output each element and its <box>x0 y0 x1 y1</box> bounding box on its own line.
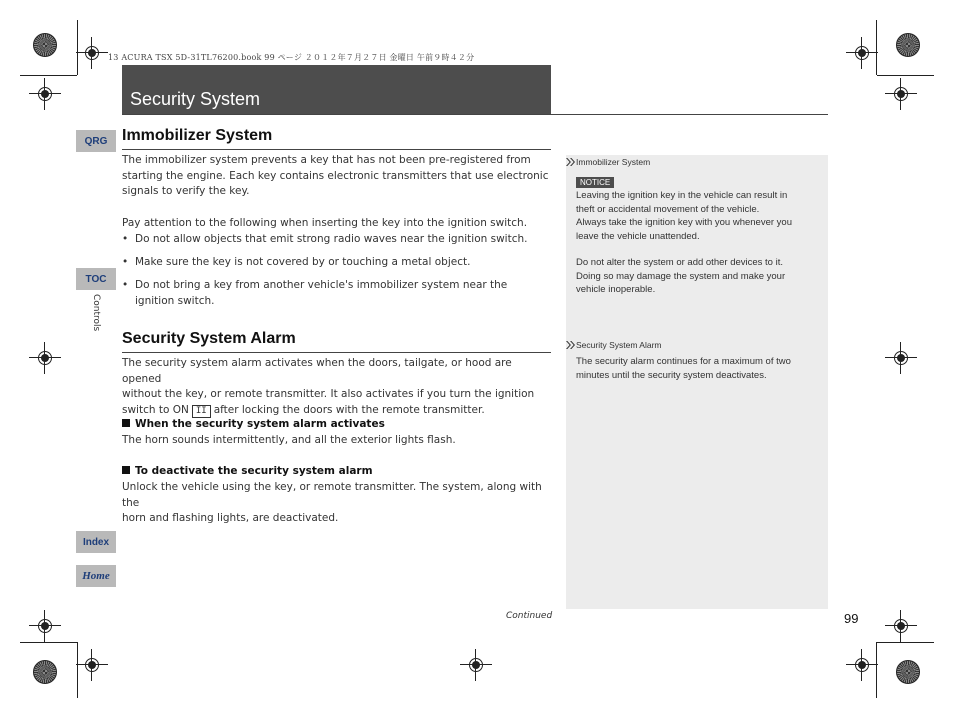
toc-label: TOC <box>85 273 107 285</box>
crop-line <box>877 642 934 643</box>
text-line: signals to verify the key. <box>122 185 250 197</box>
bullet-item <box>122 278 552 309</box>
text-line: The immobilizer system prevents a key that has not been pre-registered from <box>122 154 531 166</box>
immobilizer-ref-heading <box>566 157 650 167</box>
crosshair-mark <box>891 84 911 104</box>
ref-text[interactable]: Security System Alarm <box>576 340 662 350</box>
crosshair-mark <box>852 43 872 63</box>
text-line: starting the engine. Each key contains electronic transmitters that use electronic <box>122 169 549 182</box>
text-line: Do not allow objects that emit strong radio waves near the ignition switch. <box>135 233 528 245</box>
double-arrow-icon <box>566 158 575 166</box>
home-button[interactable] <box>76 565 116 587</box>
text-line: Unlock the vehicle using the key, or remote transmitter. The system, along with the <box>122 481 542 509</box>
crop-line <box>77 642 78 698</box>
activates-text: The horn sounds intermittently, and all the exterior lights flash. <box>122 434 456 446</box>
activates-subheading <box>122 418 385 430</box>
crop-line <box>877 75 934 76</box>
print-header: 13 ACURA TSX 5D-31TL76200.book 99 ページ ２０１２年７月２７日 金曜日 午前９時４２分 <box>108 53 475 62</box>
text-line: Leaving the ignition key in the vehicle can result in <box>576 190 788 201</box>
text-line: Doing so may damage the system and make your <box>576 270 786 282</box>
crosshair-mark <box>852 655 872 675</box>
page-title: Security System <box>130 89 261 109</box>
toc-button[interactable] <box>76 268 116 290</box>
ignition-position-badge: II <box>192 405 211 418</box>
immobilizer-heading: Immobilizer System <box>122 127 273 144</box>
bullet-dot: • <box>122 256 129 268</box>
crosshair-mark <box>466 655 486 675</box>
registration-rosette-top-right <box>896 33 920 57</box>
bullet-dot: • <box>122 279 129 291</box>
subheading-text: To deactivate the security system alarm <box>135 465 373 477</box>
text-line: ignition switch. <box>135 294 215 307</box>
text-line <box>122 403 552 419</box>
square-bullet-icon <box>122 466 130 474</box>
subheading-text: When the security system alarm activates <box>135 418 385 430</box>
registration-rosette-bottom-right <box>896 660 920 684</box>
text-line: Do not alter the system or add other devices to it. <box>576 257 783 268</box>
text-line: minutes until the security system deactivates. <box>576 369 767 381</box>
deactivate-subheading <box>122 465 373 477</box>
crosshair-mark <box>35 348 55 368</box>
section-label: Controls <box>91 294 101 332</box>
text-line: vehicle inoperable. <box>576 284 656 295</box>
title-rule <box>122 114 828 115</box>
alarm-heading: Security System Alarm <box>122 330 296 347</box>
text-line: theft or accidental movement of the vehicle. <box>576 203 760 215</box>
page-number: 99 <box>844 611 859 626</box>
notice-badge: NOTICE <box>576 177 614 188</box>
text-line: The security alarm continues for a maximum of two <box>576 356 791 367</box>
immobilizer-intro <box>122 153 552 200</box>
text-line: Always take the ignition key with you whenever you <box>576 217 792 228</box>
crop-line <box>876 20 877 75</box>
alarm-ref-heading <box>566 340 662 350</box>
bullet-item <box>122 232 552 248</box>
immobilizer-rule <box>122 149 551 150</box>
home-label: Home <box>82 570 110 582</box>
crop-line <box>20 642 77 643</box>
crosshair-mark <box>891 616 911 636</box>
alarm-intro <box>122 356 552 418</box>
qrg-button[interactable] <box>76 130 116 152</box>
deactivate-text <box>122 480 552 527</box>
text-line: horn and flashing lights, are deactivated. <box>122 512 339 524</box>
alarm-note-text <box>576 355 821 382</box>
registration-rosette-top-left <box>33 33 57 57</box>
bullet-dot: • <box>122 233 129 245</box>
text-line: without the key, or remote transmitter. It also activates if you turn the ignition <box>122 388 535 400</box>
page-title-bar <box>122 65 551 114</box>
index-button[interactable] <box>76 531 116 553</box>
notice-text <box>576 189 821 243</box>
double-arrow-icon <box>566 341 575 349</box>
alarm-rule <box>122 352 551 353</box>
crosshair-mark <box>891 348 911 368</box>
crop-line <box>77 20 78 75</box>
crosshair-mark <box>82 43 102 63</box>
qrg-label: QRG <box>84 135 108 147</box>
crosshair-mark <box>82 655 102 675</box>
text-line: Do not bring a key from another vehicle's immobilizer system near the <box>135 279 508 291</box>
crosshair-mark <box>35 84 55 104</box>
registration-rosette-bottom-left <box>33 660 57 684</box>
text-line: Make sure the key is not covered by or touching a metal object. <box>135 256 471 268</box>
text-line: The security system alarm activates when the doors, tailgate, or hood are opened <box>122 357 512 385</box>
crop-line <box>20 75 77 76</box>
crosshair-mark <box>35 616 55 636</box>
continued-label: Continued <box>506 611 553 621</box>
immobilizer-attention: Pay attention to the following when inserting the key into the ignition switch. <box>122 217 528 229</box>
crop-line <box>876 642 877 698</box>
index-label: Index <box>82 536 110 548</box>
bullet-item <box>122 255 552 271</box>
text-line: leave the vehicle unattended. <box>576 230 700 242</box>
square-bullet-icon <box>122 419 130 427</box>
text-segment: switch to ON <box>122 403 189 416</box>
alter-warning-text <box>576 256 821 297</box>
text-segment: after locking the doors with the remote transmitter. <box>213 403 485 416</box>
ref-text[interactable]: Immobilizer System <box>576 157 651 167</box>
